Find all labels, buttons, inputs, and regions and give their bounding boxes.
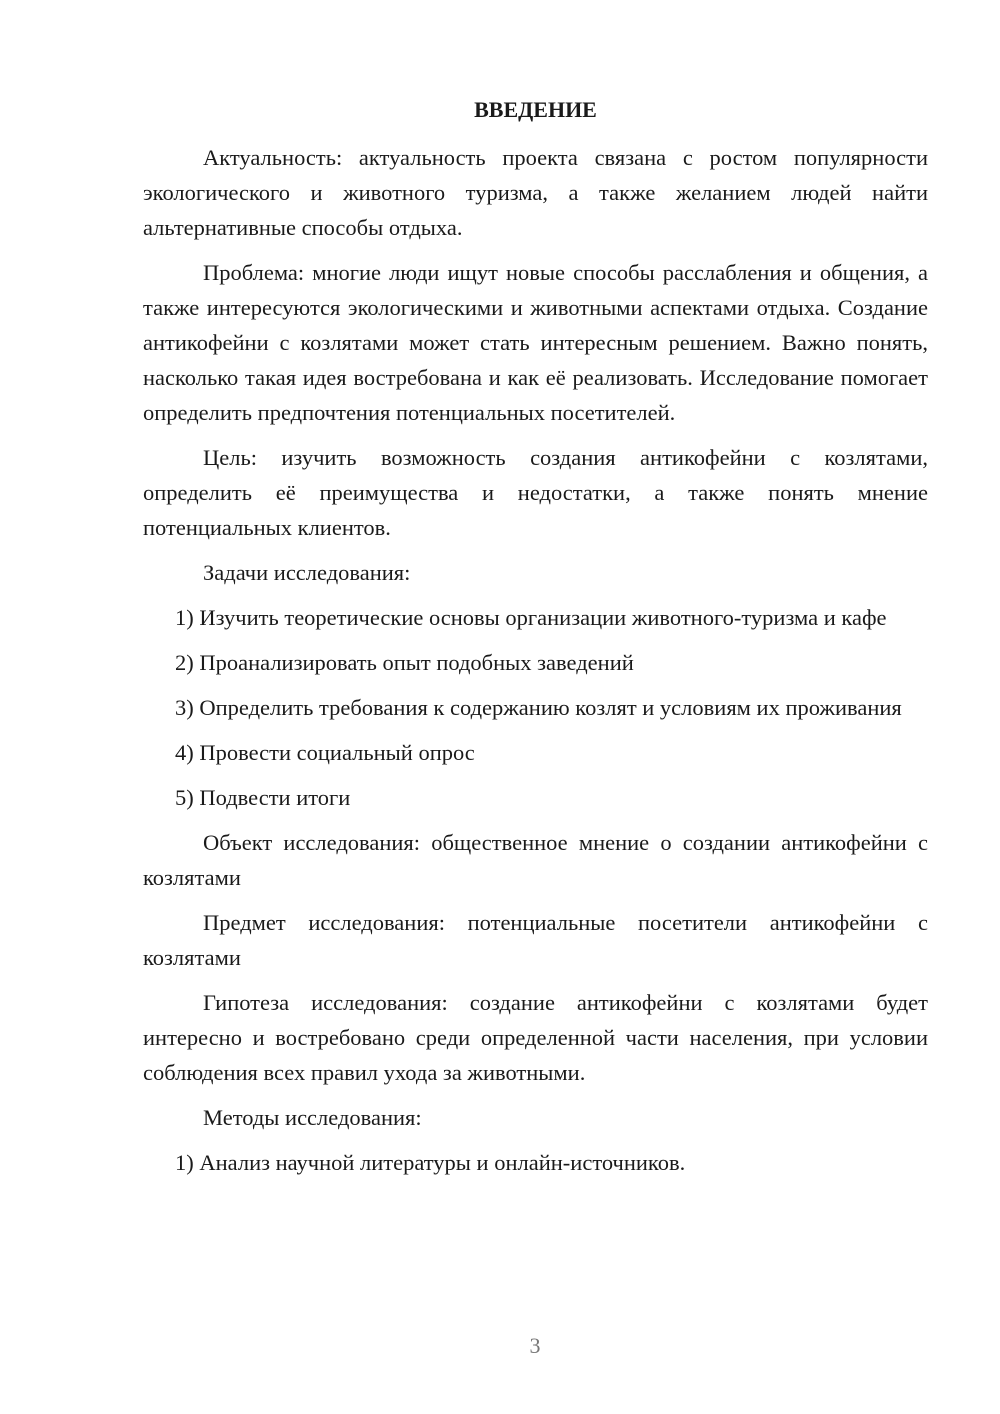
- page-content: [143, 94, 928, 1190]
- problem-paragraph: Проблема: многие люди ищут новые способы расслабления и общения, а также интересуются экологическими и животными аспектами отдыха. Создание антикофейни с козлятами может стать интересным решением. Важно понять, насколько такая идея востребована и как её реализовать. Исследование помогает определить предпочтения потенциальных посетителей.: [143, 260, 928, 425]
- tasks-heading: Задачи исследования:: [203, 560, 411, 585]
- object-paragraph: Объект исследования: общественное мнение о создании антикофейни с козлятами: [143, 830, 928, 890]
- methods-heading: Методы исследования:: [203, 1105, 422, 1130]
- page-title: ВВЕДЕНИЕ: [474, 97, 597, 122]
- goal-paragraph: Цель: изучить возможность создания антикофейни с козлятами, определить её преимущества и недостатки, а также понять мнение потенциальных клиентов.: [143, 445, 928, 540]
- task-item-5: 5) Подвести итоги: [175, 785, 351, 810]
- page-number: 3: [529, 1333, 541, 1358]
- subject-paragraph: Предмет исследования: потенциальные посетители антикофейни с козлятами: [143, 910, 928, 970]
- task-item-3: 3) Определить требования к содержанию козлят и условиям их проживания: [175, 695, 902, 720]
- method-item-1: 1) Анализ научной литературы и онлайн-источников.: [175, 1150, 686, 1175]
- relevance-paragraph: Актуальность: актуальность проекта связана с ростом популярности экологического и животного туризма, а также желанием людей найти альтернативные способы отдыха.: [143, 145, 928, 240]
- hypothesis-paragraph: Гипотеза исследования: создание антикофейни с козлятами будет интересно и востребовано среди определенной части населения, при условии соблюдения всех правил ухода за животными.: [143, 990, 928, 1085]
- task-item-4: 4) Провести социальный опрос: [175, 740, 475, 765]
- task-item-1: 1) Изучить теоретические основы организации животного-туризма и кафе: [175, 605, 887, 630]
- task-item-2: 2) Проанализировать опыт подобных заведений: [175, 650, 634, 675]
